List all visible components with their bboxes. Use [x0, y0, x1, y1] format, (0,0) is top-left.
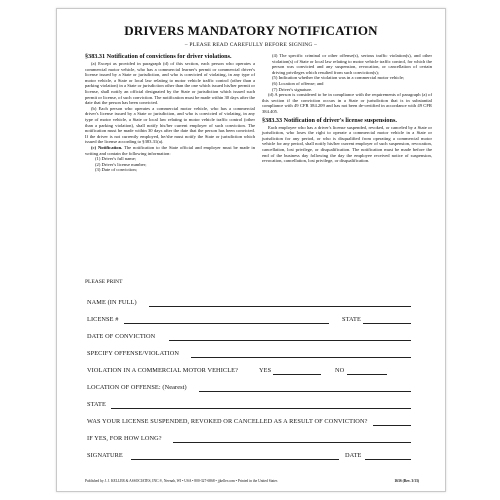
form-sheet: [56, 8, 446, 492]
form-subtitle: – PLEASE READ CAREFULLY BEFORE SIGNING –: [184, 42, 318, 48]
no-label: NO: [335, 367, 345, 374]
state2-label: STATE: [87, 401, 106, 408]
license-suspended-answer-field[interactable]: [373, 425, 411, 426]
notification-text: The notification to the State official and employer must be made in writing and contain the following information:: [85, 144, 255, 156]
signature-field[interactable]: [131, 459, 339, 460]
regulation-column-right: [262, 53, 432, 164]
form-number: 163S (Rev. 3/13): [394, 479, 419, 483]
section-383-31-heading: §383.31 Notification of convictions for driver violations.: [85, 53, 232, 60]
date-of-conviction-field[interactable]: [169, 340, 411, 341]
license-label: LICENSE #: [87, 316, 119, 323]
date-of-conviction-label: DATE OF CONVICTION: [87, 333, 156, 340]
offense-field[interactable]: [191, 357, 411, 358]
list-item: (2) Driver's license number;: [95, 161, 147, 167]
section-383-33-text: Each employee who has a driver's license suspended, revoked, or canceled by a State or jurisdiction, who loses the right to operate a commercial motor vehicle in a State or jurisdiction for any period, or who is disqualified from operating a commercial motor vehicle for any period, shall notify his/her current employer of such suspension, revocation, cancellation, lost privilege, or disqualification. The notification must be made before the end of the business day following the day the employee received notice of suspension, revocation, cancellation, lost privilege, or disqualification.: [262, 124, 432, 164]
how-long-field[interactable]: [173, 442, 411, 443]
state2-field[interactable]: [111, 408, 411, 409]
license-field[interactable]: [124, 323, 329, 324]
offense-label: SPECIFY OFFENSE/VIOLATION: [87, 350, 180, 357]
yes-field[interactable]: [273, 374, 321, 375]
section-383-31-a: (a) Except as provided in paragraph (d) of this section, each person who operates a commercial motor vehicle, who has a commercial learner's permit or commercial driver's license issued by a State or jurisdiction, and who is convicted of violating, in any type of motor vehicle, a State or local law relating to motor vehicle traffic control (other than a parking violation) in a State or jurisdiction other than the one which issued his/her permit or license, shall notify an official designated by the State or jurisdiction which issued such permit or license, of such conviction. The notification must be made within 30 days after the date that the person has been convicted.: [85, 61, 255, 106]
name-label: NAME (IN FULL): [87, 299, 137, 306]
regulation-column-left: [85, 53, 255, 173]
list-item: (5) Indication whether the violation was in a commercial motor vehicle;: [272, 75, 405, 81]
list-item: (1) Driver's full name;: [95, 156, 137, 162]
please-print-label: PLEASE PRINT: [85, 279, 123, 285]
list-item: (4) The specific criminal or other offense(s), serious traffic violation(s), and other violation(s) of State or local law relating to motor vehicle traffic control, for which the person was convicted and any suspension, revocation, or cancellation of certain driving privileges which resulted from such conviction(s);: [272, 53, 432, 75]
section-383-31-d: (d) A person is considered to be in compliance with the requirements of paragraph (a) of this section if the conviction occurs in a State or jurisdiction that is in substantial compliance with 49 CFR 384.209 and has not been de-certified in accordance with 49 CFR 384.405.: [262, 92, 432, 114]
section-383-33-heading: §383.33 Notification of driver's license suspensions.: [262, 116, 397, 124]
list-item: (6) Location of offense; and: [272, 80, 324, 86]
state-label: STATE: [342, 316, 361, 323]
name-field[interactable]: [149, 306, 411, 307]
how-long-label: IF YES, FOR HOW LONG?: [87, 435, 162, 442]
location-field[interactable]: [199, 391, 411, 392]
date-field[interactable]: [365, 459, 411, 460]
state-field[interactable]: [363, 323, 411, 324]
license-suspended-question: WAS YOUR LICENSE SUSPENDED, REVOKED OR CANCELLED AS A RESULT OF CONVICTION?: [87, 418, 368, 425]
list-item: (3) Date of conviction;: [95, 167, 137, 173]
notification-label: (c) Notification.: [91, 144, 123, 150]
date-label: DATE: [345, 452, 362, 459]
location-label: LOCATION OF OFFENSE: (Nearest): [87, 384, 187, 391]
violation-cmv-label: VIOLATION IN A COMMERCIAL MOTOR VEHICLE?: [87, 367, 238, 374]
section-383-31-b: (b) Each person who operates a commercial motor vehicle, who has a commercial driver's license issued by a State or jurisdiction, and who is convicted of violating, in any type of motor vehicle, a State or local law relating to motor vehicle traffic control (other than a parking violation), shall notify his/her current employer of such conviction. The notification must be made within 30 days after the date that the person has been convicted. If the driver is not currently employed, he/she must notify the State or jurisdiction which issued the license according to §383.31(a).: [85, 105, 255, 145]
form-title: DRIVERS MANDATORY NOTIFICATION: [124, 23, 378, 38]
publisher-text: Published by J. J. KELLER & ASSOCIATES, INC.®, Neenah, WI • USA • 800-327-6868 • jjkeller.com • Printed in the United States: [85, 479, 278, 483]
no-field[interactable]: [347, 374, 387, 375]
yes-label: YES: [259, 367, 272, 374]
list-item: (7) Driver's signature.: [272, 86, 313, 92]
section-383-31-c: [85, 145, 255, 156]
signature-label: SIGNATURE: [87, 452, 123, 459]
